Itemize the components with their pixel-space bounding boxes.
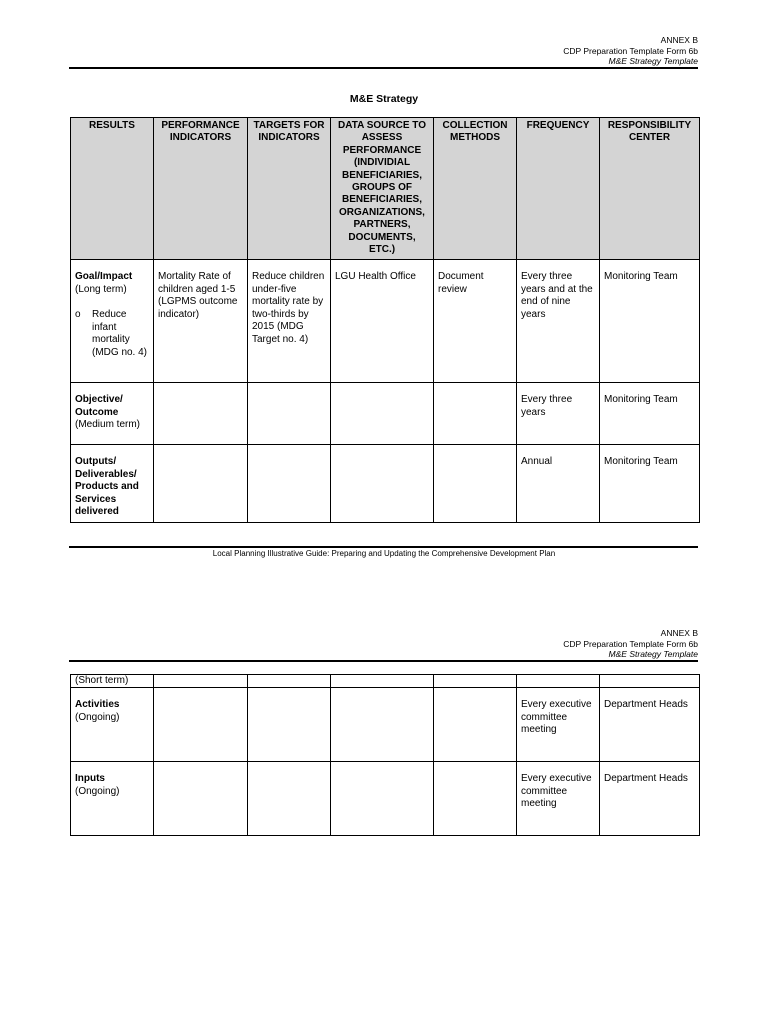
col-header-frequency: FREQUENCY xyxy=(517,118,600,260)
form-label: CDP Preparation Template Form 6b xyxy=(563,638,698,649)
responsibility-cell: Department Heads xyxy=(600,688,700,762)
col-header-data-source: DATA SOURCE TO ASSESS PERFORMANCE (INDIVIDIAL BENEFICIARIES, GROUPS OF BENEFICIARIES, ORGANIZATIONS, PARTNERS, DOCUMENTS, ETC.) xyxy=(331,118,434,260)
data-source-cell xyxy=(331,675,434,688)
target-cell xyxy=(248,445,331,522)
template-label: M&E Strategy Template xyxy=(608,56,698,66)
responsibility-cell: Monitoring Team xyxy=(600,260,700,383)
table-row-short-term xyxy=(71,675,700,688)
bullet-marker: o xyxy=(75,309,81,321)
col-header-results: RESULTS xyxy=(71,118,154,260)
page1-header xyxy=(563,35,698,67)
responsibility-cell xyxy=(600,675,700,688)
indicator-cell xyxy=(154,445,248,522)
table-row-inputs xyxy=(71,762,700,836)
col-header-methods: COLLECTION METHODS xyxy=(434,118,517,260)
bullet-item xyxy=(75,309,149,359)
bullet-text: Reduce infant mortality (MDG no. 4) xyxy=(92,309,148,358)
col-header-responsibility: RESPONSIBILITY CENTER xyxy=(600,118,700,260)
method-cell xyxy=(434,688,517,762)
table-row-outputs xyxy=(71,445,700,522)
target-cell xyxy=(248,675,331,688)
annex-label: ANNEX B xyxy=(660,628,698,638)
result-label: Inputs xyxy=(75,773,105,785)
annex-label: ANNEX B xyxy=(660,35,698,45)
template-label: M&E Strategy Template xyxy=(608,649,698,659)
page-footer: Local Planning Illustrative Guide: Preparing and Updating the Comprehensive Development Plan xyxy=(212,549,556,558)
table-row-goal xyxy=(71,260,700,383)
method-cell xyxy=(434,445,517,522)
indicator-cell xyxy=(154,675,248,688)
data-source-cell xyxy=(331,762,434,836)
method-cell xyxy=(434,675,517,688)
responsibility-cell: Monitoring Team xyxy=(600,445,700,522)
me-strategy-table-continued xyxy=(70,674,700,836)
indicator-cell xyxy=(154,383,248,445)
result-label: Objective/ Outcome xyxy=(75,394,123,418)
frequency-cell: Every three years xyxy=(517,383,600,445)
page-title: M&E Strategy xyxy=(349,93,419,105)
result-term: (Ongoing) xyxy=(75,711,120,723)
method-cell: Document review xyxy=(434,260,517,383)
results-cell xyxy=(71,762,154,836)
form-label: CDP Preparation Template Form 6b xyxy=(563,45,698,56)
col-header-indicators: PERFORMANCE INDICATORS xyxy=(154,118,248,260)
target-cell xyxy=(248,762,331,836)
page2-header xyxy=(563,628,698,660)
me-strategy-table xyxy=(70,117,700,523)
results-cell xyxy=(71,445,154,522)
results-cell xyxy=(71,383,154,445)
data-source-cell: LGU Health Office xyxy=(331,260,434,383)
indicator-cell xyxy=(154,688,248,762)
data-source-cell xyxy=(331,383,434,445)
results-cell xyxy=(71,260,154,383)
data-source-cell xyxy=(331,445,434,522)
result-term: (Long term) xyxy=(75,283,127,295)
frequency-cell: Every executive committee meeting xyxy=(517,762,600,836)
header-rule xyxy=(69,660,698,662)
results-cell: (Short term) xyxy=(71,675,154,688)
result-term: (Ongoing) xyxy=(75,785,120,797)
table-row-activities xyxy=(71,688,700,762)
frequency-cell: Every three years and at the end of nine years xyxy=(517,260,600,383)
result-label: Goal/Impact xyxy=(75,271,133,283)
data-source-cell xyxy=(331,688,434,762)
method-cell xyxy=(434,383,517,445)
target-cell xyxy=(248,688,331,762)
results-cell xyxy=(71,688,154,762)
responsibility-cell: Monitoring Team xyxy=(600,383,700,445)
indicator-cell: Mortality Rate of children aged 1-5 (LGPMS outcome indicator) xyxy=(154,260,248,383)
frequency-cell: Every executive committee meeting xyxy=(517,688,600,762)
table-header-row xyxy=(71,118,700,260)
result-term: (Medium term) xyxy=(75,419,141,431)
target-cell: Reduce children under-five mortality rate by two-thirds by 2015 (MDG Target no. 4) xyxy=(248,260,331,383)
frequency-cell xyxy=(517,675,600,688)
result-label: Activities xyxy=(75,699,120,711)
indicator-cell xyxy=(154,762,248,836)
col-header-targets: TARGETS FOR INDICATORS xyxy=(248,118,331,260)
method-cell xyxy=(434,762,517,836)
responsibility-cell: Department Heads xyxy=(600,762,700,836)
footer-rule xyxy=(69,546,698,548)
result-label: Outputs/ Deliverables/ Products and Services delivered xyxy=(75,456,139,518)
header-rule xyxy=(69,67,698,69)
frequency-cell: Annual xyxy=(517,445,600,522)
target-cell xyxy=(248,383,331,445)
table-row-objective xyxy=(71,383,700,445)
